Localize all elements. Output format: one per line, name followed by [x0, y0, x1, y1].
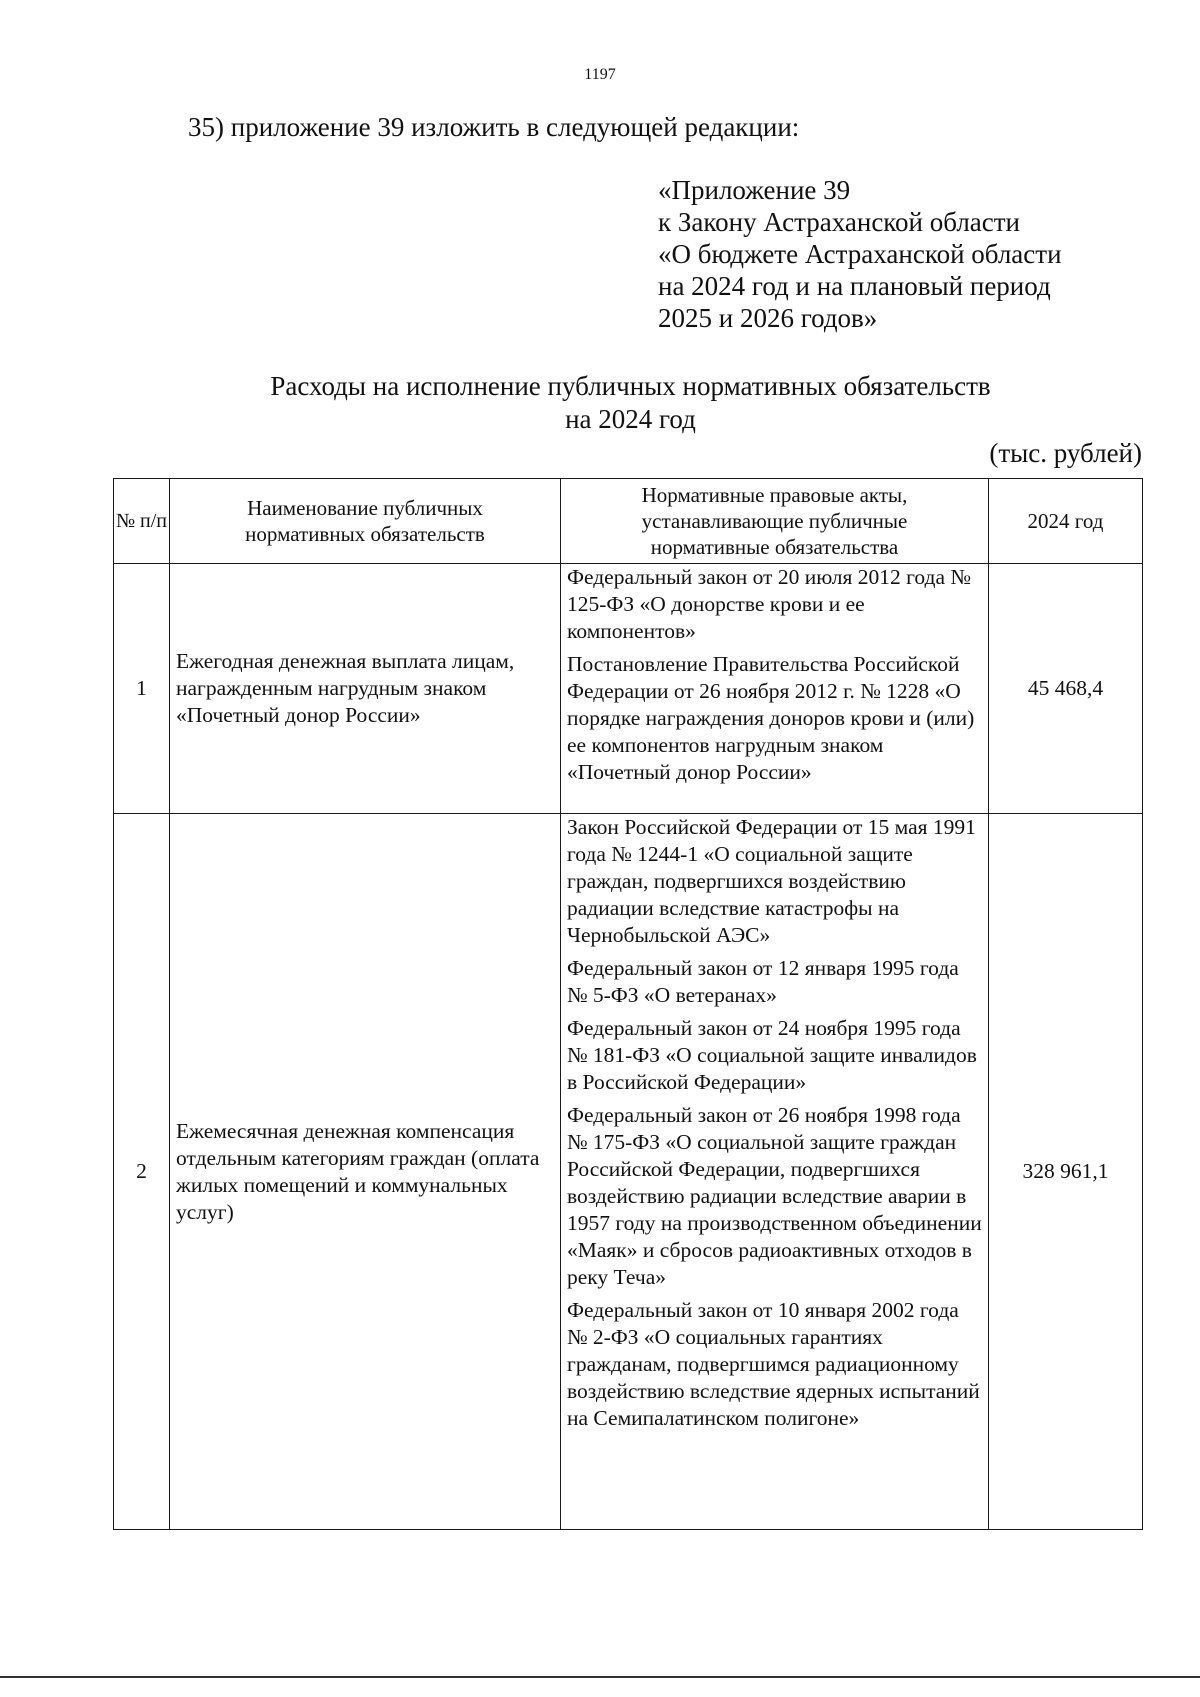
page-bottom-rule	[0, 1676, 1200, 1678]
legal-act: Федеральный закон от 26 ноября 1998 года № 175-ФЗ «О социальной защите граждан Российской Федерации, подвергшихся воздействию радиации вследствие аварии в 1957 году на производственном объединении «Маяк» и сбросов радиоактивных отходов в реку Теча»	[567, 1103, 982, 1289]
row-number: 1	[114, 564, 170, 814]
appendix-line: «О бюджете Астраханской области	[658, 239, 1062, 269]
obligations-table	[113, 478, 1143, 1530]
legal-act: Федеральный закон от 20 июля 2012 года № 125-ФЗ «О донорстве крови и ее компонентов»	[567, 565, 971, 643]
row-number: 2	[114, 814, 170, 1530]
legal-acts-cell	[561, 814, 989, 1530]
title-line: Расходы на исполнение публичных нормативных обязательств	[270, 371, 991, 401]
document-title	[0, 370, 1200, 436]
legal-act: Федеральный закон от 24 ноября 1995 года № 181-ФЗ «О социальной защите инвалидов в Российской Федерации»	[567, 1016, 977, 1094]
amount-2024: 45 468,4	[989, 564, 1143, 814]
legal-act: Федеральный закон от 10 января 2002 года № 2-ФЗ «О социальных гарантиях гражданам, подвергшимся радиационному воздействию вследствие ядерных испытаний на Семипалатинском полигоне»	[567, 1298, 980, 1430]
unit-label: (тыс. рублей)	[989, 438, 1142, 468]
header-acts: Нормативные правовые акты, устанавливающие публичные нормативные обязательства	[561, 479, 989, 564]
legal-acts-cell	[561, 564, 989, 814]
table-header-row	[114, 479, 1143, 564]
legal-act: Постановление Правительства Российской Федерации от 26 ноября 2012 г. № 1228 «О порядке награждения доноров крови и (или) ее компонентов нагрудным знаком «Почетный донор России»	[567, 652, 975, 784]
header-year: 2024 год	[989, 479, 1143, 564]
header-num: № п/п	[114, 479, 170, 564]
title-line: на 2024 год	[565, 404, 696, 434]
table-row	[114, 814, 1143, 1530]
appendix-line: к Закону Астраханской области	[658, 207, 1021, 237]
obligation-name: Ежемесячная денежная компенсация отдельным категориям граждан (оплата жилых помещений и коммунальных услуг)	[170, 814, 561, 1530]
header-name: Наименование публичных нормативных обязательств	[170, 479, 561, 564]
legal-act: Закон Российской Федерации от 15 мая 1991 года № 1244-1 «О социальной защите граждан, подвергшихся воздействию радиации вследствие катастрофы на Чернобыльской АЭС»	[567, 815, 976, 947]
appendix-line: «Приложение 39	[658, 175, 851, 205]
obligation-name: Ежегодная денежная выплата лицам, награжденным нагрудным знаком «Почетный донор России»	[170, 564, 561, 814]
page-number: 1197	[584, 66, 616, 83]
amount-2024: 328 961,1	[989, 814, 1143, 1530]
legal-act: Федеральный закон от 12 января 1995 года № 5-ФЗ «О ветеранах»	[567, 956, 959, 1007]
table-row	[114, 564, 1143, 814]
appendix-line: на 2024 год и на плановый период	[658, 271, 1051, 301]
appendix-line: 2025 и 2026 годов»	[658, 303, 878, 333]
amendment-intro: 35) приложение 39 изложить в следующей редакции:	[188, 112, 800, 142]
appendix-heading	[658, 174, 1062, 334]
